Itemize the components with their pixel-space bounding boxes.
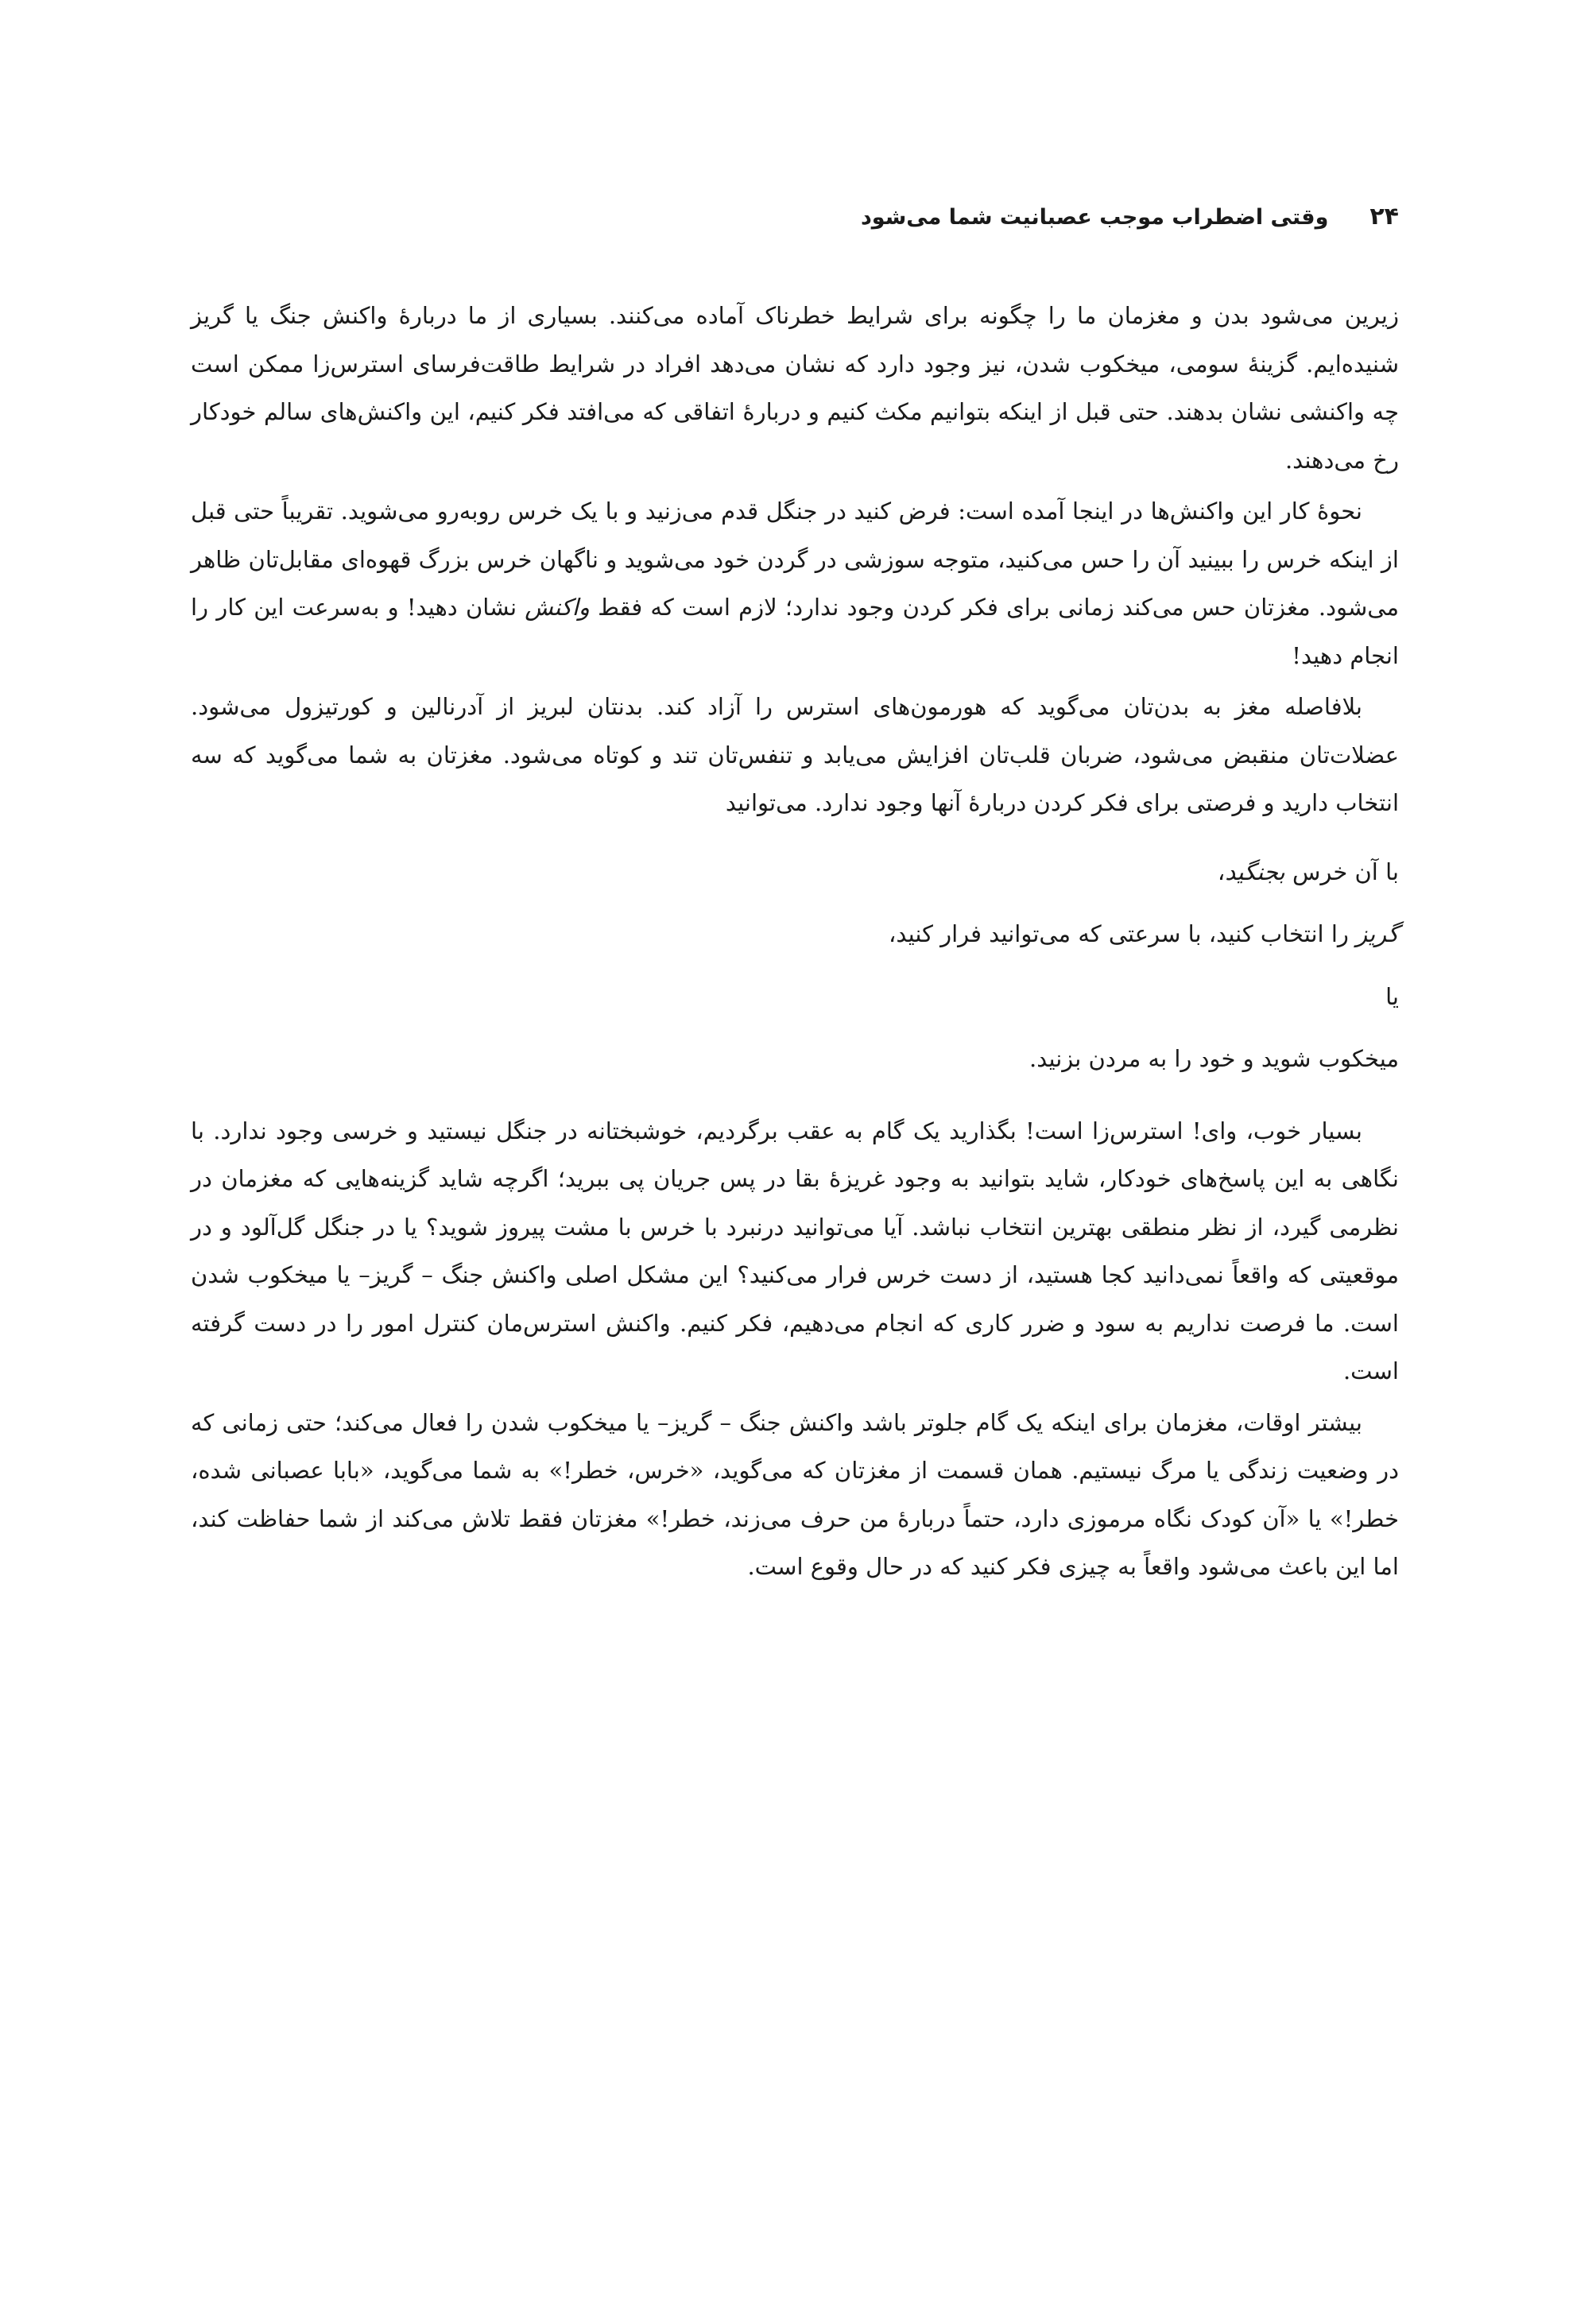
- paragraph-text: نحوهٔ کار این واکنش‌ها در اینجا آمده است: فرض کنید در جنگل قدم می‌زنید و با یک خرس روبه‌رو می‌شوید. تقریباً حتی قبل از اینکه خرس را ببینید آن را حس می‌کنید، متوجه سوزشی در گردن خود می‌شوید و ناگهان خرس بزرگ قهوه‌ای مقابل‌تان ظاهر می‌شود. مغزتان حس می‌کند زمانی برای فکر کردن وجود ندارد؛ لازم است که فقط: [191, 498, 1399, 621]
- option-fight: [191, 848, 1399, 896]
- paragraph-text-after: نشان دهید! و به‌سرعت این کار را انجام دهید!: [191, 594, 1399, 669]
- option-text: میخکوب شوید و خود را به مردن بزنید.: [1029, 1045, 1399, 1072]
- options-list: [191, 848, 1399, 1083]
- body-text: [191, 292, 1399, 1591]
- paragraph-text: بیشتر اوقات، مغزمان برای اینکه یک گام جلوتر باشد واکنش جنگ – گریز– یا میخکوب شدن را فعال می‌کند؛ حتی زمانی که در وضعیت زندگی یا مرگ نیستیم. همان قسمت از مغزتان که می‌گوید، «خرس، خطر!» به شما می‌گوید، «بابا عصبانی شده، خطر!» یا «آن کودک نگاه مرموزی دارد، حتماً دربارهٔ من حرف می‌زند، خطر!» مغزتان فقط تلاش می‌کند از شما حفاظت کند، اما این باعث می‌شود واقعاً به چیزی فکر کنید که در حال وقوع است.: [191, 1408, 1399, 1580]
- option-emphasis: گریز: [1356, 920, 1399, 947]
- paragraph-1: [191, 292, 1399, 484]
- paragraph-text: بلافاصله مغز به بدن‌تان می‌گوید که هورمون‌های استرس را آزاد کند. بدنتان لبریز از آدرنالین و کورتیزول می‌شود. عضلات‌تان منقبض می‌شود، ضربان قلب‌تان افزایش می‌یابد و تنفس‌تان تند و کوتاه می‌شود. مغزتان به شما می‌گوید که سه انتخاب دارید و فرصتی برای فکر کردن دربارهٔ آنها وجود ندارد. می‌توانید: [191, 693, 1399, 816]
- page-number: ۲۴: [1369, 203, 1399, 230]
- option-text-after: ،: [1217, 858, 1226, 885]
- option-text: با آن خرس: [1284, 858, 1399, 885]
- paragraph-text: بسیار خوب، وای! استرس‌زا است! بگذارید یک گام به عقب برگردیم، خوشبختانه در جنگل نیستید و خرسی وجود ندارد. با نگاهی به این پاسخ‌های خودکار، شاید بتوانید به وجود غریزهٔ بقا در پس جریان پی ببرید؛ اگرچه شاید گزینه‌هایی که مغزمان در نظرمی گیرد، از نظر منطقی بهترین انتخاب نباشد. آیا می‌توانید درنبرد با خرس با مشت پیروز شوید؟ یا در جنگل گل‌آلود و در موقعیتی که واقعاً نمی‌دانید کجا هستید، از دست خرس فرار می‌کنید؟ این مشکل اصلی واکنش جنگ – گریز– یا میخکوب شدن است. ما فرصت نداریم به سود و ضرر کاری که انجام می‌دهیم، فکر کنیم. واکنش استرس‌مان کنترل امور را در دست گرفته است.: [191, 1117, 1399, 1384]
- paragraph-5: [191, 1399, 1399, 1591]
- running-title: وقتی اضطراب موجب عصبانیت شما می‌شود: [860, 205, 1329, 230]
- paragraph-2: [191, 487, 1399, 680]
- option-emphasis: بجنگید: [1225, 858, 1285, 885]
- option-flight: [191, 910, 1399, 958]
- option-text: یا: [1385, 982, 1399, 1010]
- book-page: [191, 203, 1399, 2237]
- emphasis-word: واکنش: [525, 594, 590, 621]
- option-text-after: را انتخاب کنید، با سرعتی که می‌توانید فرار کنید،: [888, 920, 1357, 947]
- paragraph-3: [191, 683, 1399, 827]
- paragraph-4: [191, 1107, 1399, 1396]
- option-or: [191, 973, 1399, 1021]
- paragraph-text: زیرین می‌شود بدن و مغزمان ما را چگونه برای شرایط خطرناک آماده می‌کنند. بسیاری از ما دربارهٔ واکنش جنگ یا گریز شنیده‌ایم. گزینهٔ سومی، میخکوب شدن، نیز وجود دارد که نشان می‌دهد افراد در شرایط طاقت‌فرسای استرس‌زا ممکن است چه واکنشی نشان بدهند. حتی قبل از اینکه بتوانیم مکث کنیم و دربارهٔ اتفاقی که می‌افتد فکر کنیم، این واکنش‌های سالم خودکار رخ می‌دهند.: [191, 302, 1399, 474]
- option-freeze: [191, 1035, 1399, 1083]
- running-header: [191, 203, 1399, 250]
